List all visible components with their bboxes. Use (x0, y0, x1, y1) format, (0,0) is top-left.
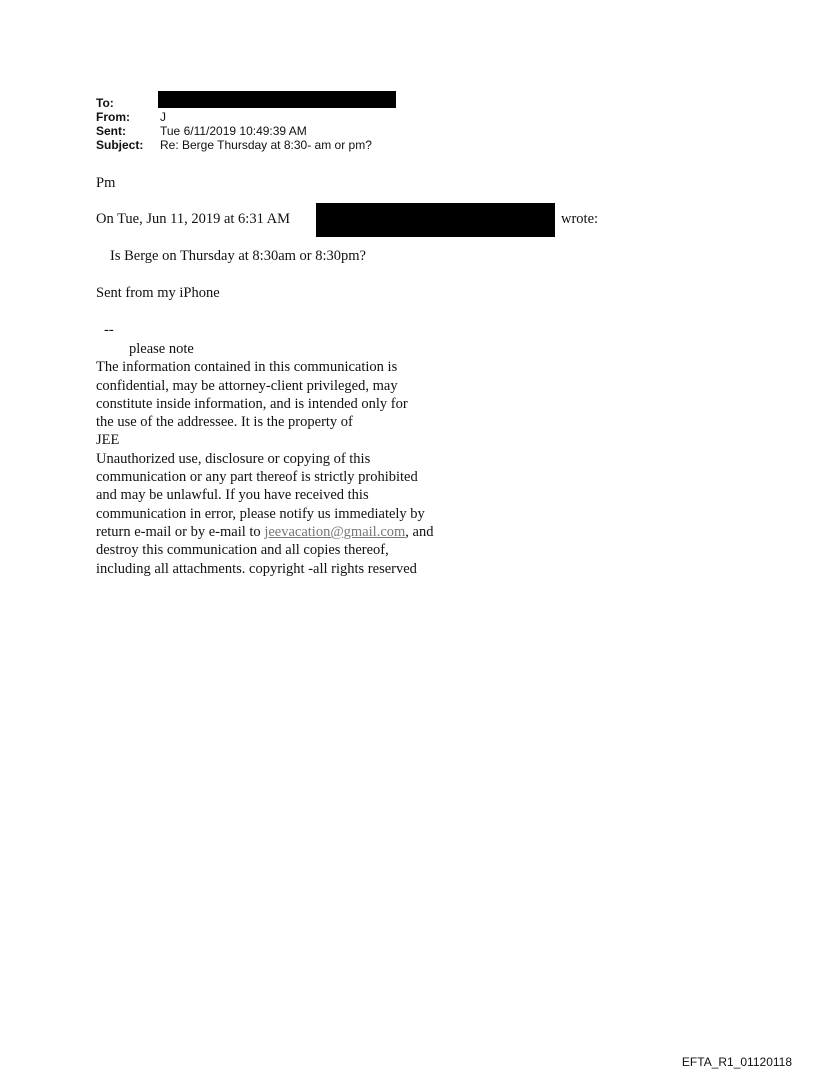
closing-line: including all attachments. copyright -all rights reserved (96, 560, 417, 577)
subject-value: Re: Berge Thursday at 8:30- am or pm? (160, 138, 372, 152)
disclaimer-line: communication in error, please notify us immediately by (96, 505, 425, 522)
disclaimer-line: constitute inside information, and is intended only for (96, 395, 408, 412)
disclaimer-line: the use of the addressee. It is the property of (96, 414, 353, 431)
disclaimer (96, 340, 433, 578)
separator: -- (104, 322, 114, 338)
reply-text: Pm (96, 175, 116, 191)
signature: Sent from my iPhone (96, 285, 220, 301)
disclaimer-line: communication or any part thereof is strictly prohibited (96, 469, 418, 486)
from-value: J (160, 110, 166, 124)
disclaimer-line: The information contained in this communication is (96, 359, 398, 376)
document-id: EFTA_R1_01120118 (681, 1055, 792, 1069)
email-link[interactable]: jeevacation@gmail.com (264, 523, 406, 540)
redaction-bar-sender (316, 203, 555, 237)
to-label: To: (96, 96, 114, 110)
closing-line: destroy this communication and all copies thereof, (96, 542, 389, 559)
quote-wrote: wrote: (561, 211, 599, 227)
disclaimer-line: confidential, may be attorney-client privileged, may (96, 377, 398, 394)
from-label: From: (96, 110, 130, 124)
subject-label: Subject: (96, 138, 144, 152)
return-suffix: , and (405, 523, 434, 540)
sent-label: Sent: (96, 124, 126, 138)
quoted-message: Is Berge on Thursday at 8:30am or 8:30pm? (110, 248, 366, 264)
please-note: please note (129, 341, 194, 357)
disclaimer-line: and may be unlawful. If you have received this (96, 487, 369, 504)
quote-intro: On Tue, Jun 11, 2019 at 6:31 AM (96, 211, 291, 227)
return-line (96, 523, 433, 541)
sent-value: Tue 6/11/2019 10:49:39 AM (160, 124, 307, 138)
return-prefix: return e-mail or by e-mail to (96, 523, 265, 540)
disclaimer-line: Unauthorized use, disclosure or copying of this (96, 450, 371, 467)
disclaimer-line: JEE (96, 432, 120, 449)
redaction-bar-recipient (158, 91, 396, 108)
